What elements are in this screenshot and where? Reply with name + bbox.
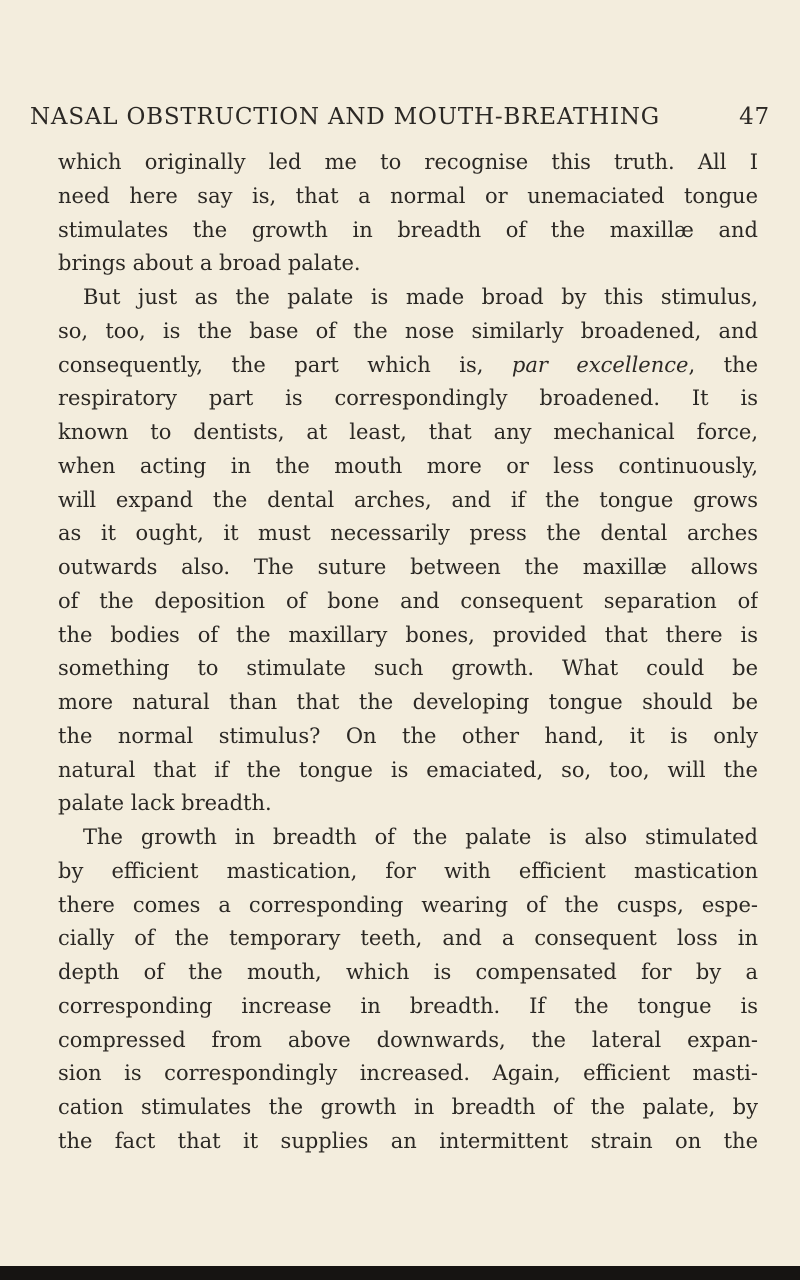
text-line: which originally led me to recognise this truth. All I — [58, 150, 758, 174]
body-text — [58, 146, 758, 1159]
text-line: as it ought, it must necessarily press the dental arches — [58, 521, 758, 546]
text-line: compressed from above downwards, the lateral expan- — [58, 1027, 758, 1052]
text-line: the fact that it supplies an intermittent strain on the — [58, 1128, 758, 1153]
text-line: corresponding increase in breadth. If the tongue is — [58, 993, 758, 1018]
text-line: something to stimulate such growth. What could be — [58, 656, 758, 681]
text-line: known to dentists, at least, that any mechanical force, — [58, 420, 758, 444]
text-line: cation stimulates the growth in breadth of the palate, by — [58, 1095, 758, 1119]
text-line: The growth in breadth of the palate is also stimulated — [83, 825, 758, 849]
text-line — [58, 349, 758, 383]
text-line: the normal stimulus? On the other hand, it is only — [58, 723, 758, 748]
text-line: depth of the mouth, which is compensated for by a — [58, 960, 758, 984]
italic-phrase: par excellence — [511, 352, 689, 377]
text-line: of the deposition of bone and consequent separation of — [58, 588, 758, 613]
text-line: sion is correspondingly increased. Again, efficient masti- — [58, 1061, 758, 1086]
text-line: the bodies of the maxillary bones, provided that there is — [58, 622, 758, 647]
text-line: stimulates the growth in breadth of the maxillæ and — [58, 217, 758, 242]
text-line: natural that if the tongue is emaciated, so, too, will the — [58, 757, 758, 782]
text-line: cially of the temporary teeth, and a consequent loss in — [58, 926, 758, 951]
text-line: will expand the dental arches, and if the tongue grows — [58, 487, 758, 512]
text-line: there comes a corresponding wearing of the cusps, espe- — [58, 892, 758, 917]
text-segment: consequently, the part which is, — [58, 352, 512, 377]
text-line: But just as the palate is made broad by this stimulus, — [83, 285, 758, 309]
text-line: brings about a broad palate. — [58, 251, 361, 276]
text-line: need here say is, that a normal or unemaciated tongue — [58, 183, 758, 208]
text-line: so, too, is the base of the nose similarly broadened, and — [58, 318, 758, 343]
page-header — [30, 104, 770, 130]
running-head: NASAL OBSTRUCTION AND MOUTH-BREATHING — [30, 104, 660, 130]
text-segment: , the — [688, 352, 758, 377]
text-line: outwards also. The suture between the maxillæ allows — [58, 555, 758, 579]
text-line: respiratory part is correspondingly broadened. It is — [58, 386, 758, 411]
text-line: by efficient mastication, for with efficient mastication — [58, 858, 758, 883]
text-line: palate lack breadth. — [58, 791, 272, 816]
scan-edge-bar — [0, 1266, 800, 1280]
text-line: when acting in the mouth more or less continuously, — [58, 453, 758, 478]
page-number: 47 — [739, 104, 770, 130]
text-line: more natural than that the developing tongue should be — [58, 690, 758, 714]
